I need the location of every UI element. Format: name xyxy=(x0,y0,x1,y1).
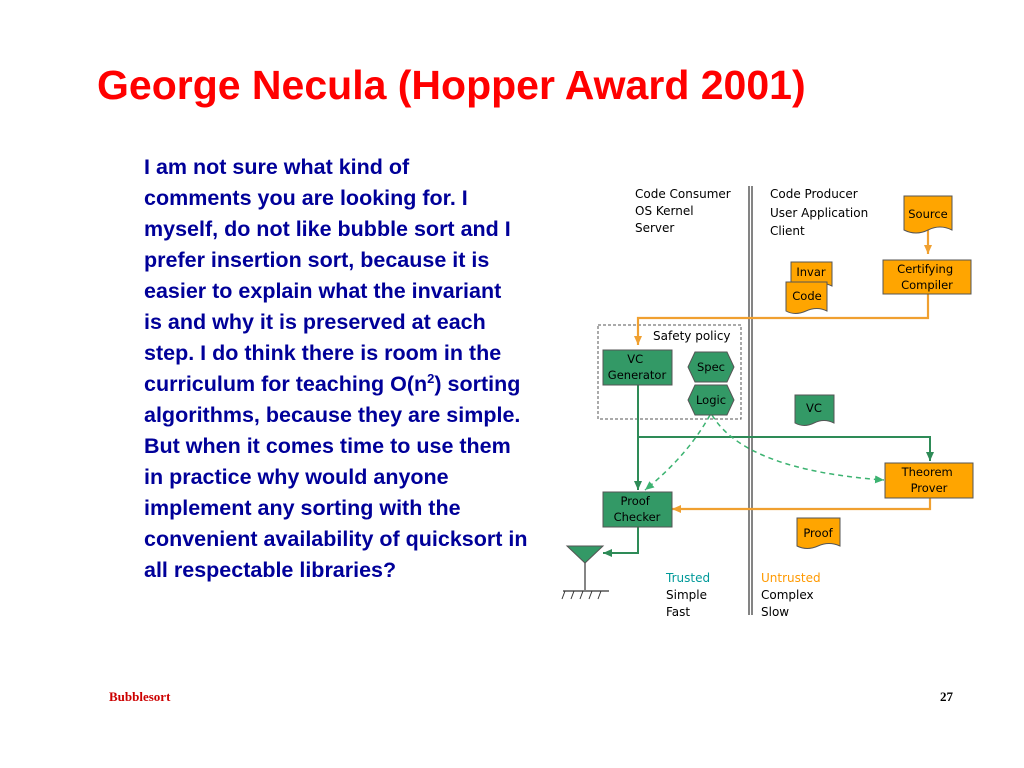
quote-line: prefer insertion sort, because it is xyxy=(144,248,490,272)
producer-header: Code Producer User Application Client xyxy=(770,187,869,238)
proof-checker-label: Proof Checker xyxy=(613,494,661,524)
page-number: 27 xyxy=(940,689,953,704)
quote-line: in practice why would anyone xyxy=(144,465,449,489)
quote-line: myself, do not like bubble sort and I xyxy=(144,217,511,241)
invar-label: Invar xyxy=(796,265,826,279)
quote-line-start: curriculum for teaching O(n xyxy=(144,372,428,396)
quote-line: convenient availability of quicksort in xyxy=(144,527,528,551)
certifying-compiler-label: Certifying Compiler xyxy=(897,262,954,292)
trusted-legend: Trusted Simple Fast xyxy=(666,571,711,619)
quote-line: algorithms, because they are simple. xyxy=(144,403,521,427)
proof-label: Proof xyxy=(803,526,833,540)
theorem-prover-label: Theorem Prover xyxy=(901,465,953,495)
logic-label: Logic xyxy=(695,393,727,407)
slide-title: George Necula (Hopper Award 2001) xyxy=(97,62,806,108)
spec-label: Spec xyxy=(697,360,725,374)
code-label: Code xyxy=(792,289,822,303)
quote-line: comments you are looking for. I xyxy=(144,186,468,210)
quote-line: step. I do think there is room in the xyxy=(144,341,502,365)
safety-policy-label: Safety policy xyxy=(653,329,731,343)
cpu-icon xyxy=(562,546,609,599)
quote-line: implement any sorting with the xyxy=(144,496,461,520)
vc-to-prover-arrow xyxy=(638,437,930,461)
consumer-header: Code Consumer OS Kernel Server xyxy=(635,187,731,235)
vc-generator-label: VC Generator xyxy=(607,352,667,382)
quote-line-end: ) sorting xyxy=(434,372,521,396)
quote-line: easier to explain what the invariant xyxy=(144,279,502,303)
checker-to-cpu-arrow xyxy=(603,527,638,553)
quote-line: is and why it is preserved at each xyxy=(144,310,486,334)
prover-to-checker-arrow xyxy=(672,498,930,509)
footer-label: Bubblesort xyxy=(109,689,171,704)
untrusted-legend: Untrusted Complex Slow xyxy=(761,571,821,619)
vc-label: VC xyxy=(806,401,822,415)
quote-line: I am not sure what kind of xyxy=(144,155,410,179)
quote-line: all respectable libraries? xyxy=(144,558,397,582)
logic-to-checker-dashed xyxy=(645,415,710,490)
source-label: Source xyxy=(908,207,948,221)
quote-superscript: 2 xyxy=(427,371,435,386)
quote-line: But when it comes time to use them xyxy=(144,434,511,458)
